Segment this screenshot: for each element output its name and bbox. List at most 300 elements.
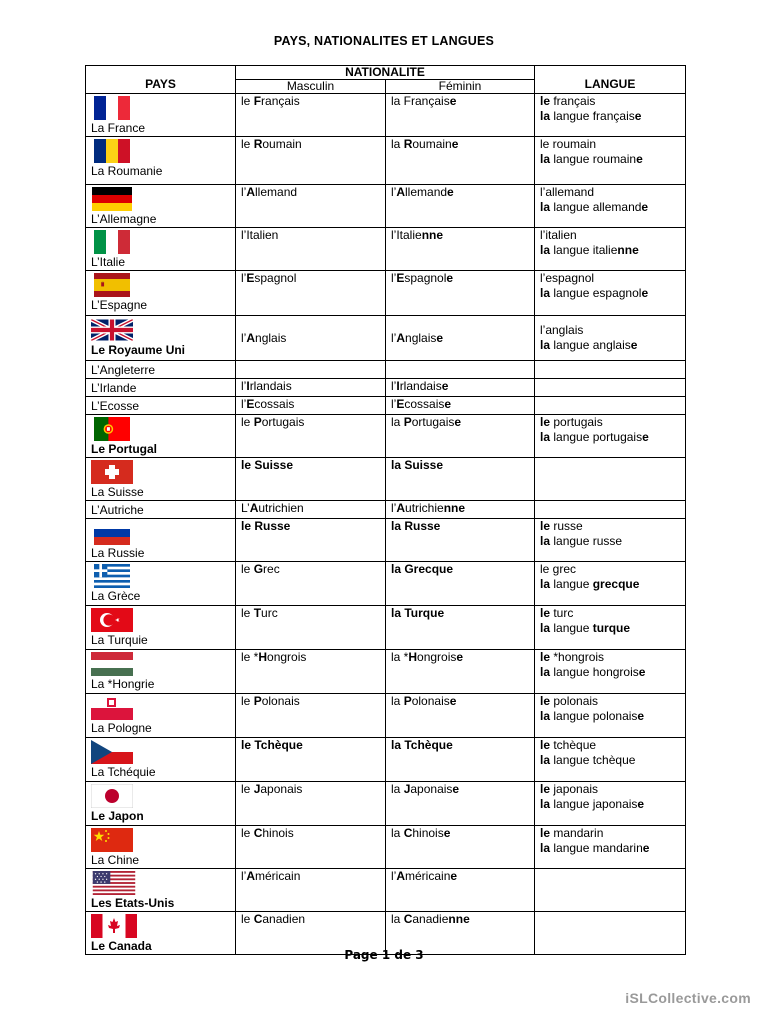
langue-cell [535, 379, 686, 397]
masculin-text [241, 415, 380, 430]
text-segment: l’ [391, 501, 397, 515]
text-segment: le [241, 782, 254, 796]
flag-italy-icon [91, 230, 133, 254]
masculin-text [241, 826, 380, 841]
langue-cell [535, 397, 686, 415]
text-segment: russe [550, 519, 583, 533]
text-segment: la Russe [391, 519, 441, 533]
langue-cell [535, 137, 686, 185]
text-segment: l’ [391, 397, 397, 411]
text-segment: e [452, 782, 460, 796]
masculin-text [241, 458, 380, 473]
text-segment: l’Italien [241, 228, 279, 242]
text-segment: la [540, 286, 551, 300]
langue-text [540, 519, 680, 534]
text-segment: utrichie [405, 501, 444, 515]
text-segment: urc [261, 606, 278, 620]
text-segment: nglais [255, 330, 287, 345]
masculin-text [241, 379, 380, 394]
table-row [86, 379, 686, 397]
text-segment: langue français [550, 109, 635, 123]
flag-france-icon [91, 96, 133, 120]
feminin-text [391, 271, 529, 286]
pays-cell [86, 379, 236, 397]
feminin-cell [386, 519, 535, 562]
text-segment: l’ [391, 379, 397, 393]
text-segment: langue hongrois [550, 665, 639, 679]
text-segment: C [253, 826, 263, 840]
text-segment: e [444, 397, 452, 411]
text-segment: e [636, 152, 643, 166]
masculin-text [241, 519, 380, 534]
feminin-cell [386, 650, 535, 694]
text-segment: C [403, 826, 413, 840]
text-segment: A [246, 330, 256, 345]
pays-cell [86, 361, 236, 379]
text-segment: e [642, 841, 650, 855]
text-segment: langue japonais [550, 797, 638, 811]
text-segment: C [253, 912, 263, 926]
country-name: L’Allemagne [91, 212, 157, 226]
text-segment: le [540, 826, 551, 840]
feminin-text [391, 912, 529, 927]
text-segment: la [540, 621, 551, 635]
country-name: Le Portugal [91, 442, 158, 456]
feminin-cell [386, 782, 535, 826]
text-segment: langue allemand [550, 200, 642, 214]
table-row [86, 606, 686, 650]
text-segment: cossais [254, 397, 295, 411]
text-segment: la [540, 577, 551, 591]
text-segment: P [253, 694, 262, 708]
pays-cell [86, 694, 236, 738]
text-segment: hinois [262, 826, 294, 840]
langue-cell [535, 519, 686, 562]
text-segment: polonais [550, 694, 599, 708]
masculin-cell [236, 361, 386, 379]
feminin-cell [386, 228, 535, 271]
country-name: La Turquie [91, 633, 148, 647]
table-row [86, 869, 686, 912]
masculin-text [241, 331, 380, 346]
feminin-text [391, 228, 529, 243]
text-segment: T [253, 606, 262, 620]
text-segment: langue tchèque [550, 753, 636, 767]
feminin-text [391, 562, 529, 577]
country-name: L’Ecosse [91, 399, 140, 413]
text-segment: e [637, 709, 645, 723]
text-segment: llemand [255, 185, 298, 199]
feminin-cell [386, 869, 535, 912]
pays-cell [86, 397, 236, 415]
langue-cell [535, 826, 686, 869]
text-segment: portugais [550, 415, 603, 429]
text-segment: langue [550, 577, 593, 591]
text-segment: l’ [241, 185, 247, 199]
text-segment: la Suisse [391, 458, 444, 472]
langue-text [540, 286, 680, 301]
text-segment: I [396, 379, 400, 393]
text-segment: tchèque [550, 738, 597, 752]
table-row [86, 94, 686, 137]
table-row [86, 137, 686, 185]
text-segment: l’Italie [391, 228, 422, 242]
text-segment: e [641, 286, 649, 300]
country-name: L’Irlande [91, 381, 137, 395]
pays-cell [86, 606, 236, 650]
feminin-text [391, 94, 529, 109]
masculin-text [241, 694, 380, 709]
text-segment: P [403, 415, 412, 429]
header-nationalite: NATIONALITE [236, 66, 535, 80]
text-segment: C [403, 912, 413, 926]
text-segment: e [450, 869, 458, 883]
pays-cell [86, 458, 236, 501]
text-segment: le Suisse [241, 458, 294, 472]
text-segment: l’ [241, 271, 247, 285]
text-segment: A [246, 869, 256, 883]
text-segment: llemand [405, 185, 448, 199]
masculin-cell [236, 316, 386, 361]
text-segment: e [436, 330, 444, 345]
text-segment: la [540, 200, 551, 214]
text-segment: anadien [262, 912, 306, 926]
feminin-cell [386, 501, 535, 519]
text-segment: ortugais [411, 415, 455, 429]
text-segment: turque [592, 621, 631, 635]
feminin-text [391, 606, 529, 621]
text-segment: e [443, 826, 451, 840]
masculin-text [241, 185, 380, 200]
feminin-text [391, 650, 529, 665]
masculin-cell [236, 694, 386, 738]
text-segment: E [246, 397, 255, 411]
text-segment: l’ [241, 330, 247, 345]
flag-uk-icon [91, 318, 133, 342]
langue-text [540, 738, 680, 753]
country-name: La Pologne [91, 721, 152, 735]
masculin-text [241, 606, 380, 621]
flag-germany-icon [91, 187, 133, 211]
pays-cell [86, 562, 236, 606]
text-segment: l’italien [540, 228, 577, 242]
flag-romania-icon [91, 139, 133, 163]
text-segment: le [540, 694, 551, 708]
langue-text [540, 534, 680, 549]
text-segment: la [540, 338, 551, 352]
text-segment: A [249, 501, 259, 515]
text-segment: la [391, 694, 404, 708]
langue-text [540, 841, 680, 856]
masculin-cell [236, 94, 386, 137]
text-segment: la [540, 430, 551, 444]
masculin-text [241, 94, 380, 109]
text-segment: la [540, 109, 551, 123]
text-segment: le [540, 94, 551, 108]
langue-cell [535, 361, 686, 379]
text-segment: rançais [261, 94, 300, 108]
text-segment: le [241, 94, 254, 108]
table-row [86, 185, 686, 228]
langue-text [540, 665, 680, 680]
langue-cell [535, 185, 686, 228]
flag-china-icon [91, 828, 133, 852]
text-segment: aponais [410, 782, 453, 796]
feminin-text [391, 869, 529, 884]
text-segment: le [241, 606, 254, 620]
langue-text [540, 243, 680, 258]
text-segment: oumain [262, 137, 302, 151]
langue-text [540, 753, 680, 768]
langue-cell [535, 94, 686, 137]
country-name: L’Espagne [91, 298, 148, 312]
feminin-text [391, 458, 529, 473]
feminin-cell [386, 562, 535, 606]
text-segment: le [241, 694, 254, 708]
masculin-cell [236, 738, 386, 782]
table-row [86, 694, 686, 738]
text-segment: le [540, 782, 551, 796]
text-segment: e [456, 650, 464, 664]
table-body [86, 94, 686, 955]
flag-turkey-icon [91, 608, 133, 632]
langue-cell [535, 738, 686, 782]
text-segment: anadie [412, 912, 449, 926]
text-segment: le [241, 137, 254, 151]
masculin-cell [236, 650, 386, 694]
feminin-text [391, 331, 529, 346]
feminin-text [391, 782, 529, 797]
text-segment: langue italie [550, 243, 618, 257]
pays-cell [86, 185, 236, 228]
feminin-text [391, 519, 529, 534]
text-segment: E [396, 271, 405, 285]
text-segment: le [540, 650, 551, 664]
table-row [86, 458, 686, 501]
feminin-cell [386, 137, 535, 185]
feminin-cell [386, 458, 535, 501]
table-row [86, 650, 686, 694]
text-segment: ongrois [417, 650, 457, 664]
text-segment: l’ [241, 397, 247, 411]
text-segment: e [446, 271, 454, 285]
text-segment: le [540, 519, 551, 533]
text-segment: la [391, 137, 404, 151]
feminin-text [391, 185, 529, 200]
masculin-text [241, 137, 380, 152]
text-segment: la [540, 753, 551, 767]
text-segment: E [246, 271, 255, 285]
flag-japan-icon [91, 784, 133, 808]
text-segment: H [408, 650, 418, 664]
flag-czech-icon [91, 740, 133, 764]
text-segment: le grec [540, 562, 577, 576]
langue-text [540, 94, 680, 109]
text-segment: langue anglais [550, 338, 631, 352]
text-segment: le [540, 738, 551, 752]
text-segment: oumain [412, 137, 452, 151]
pays-cell [86, 650, 236, 694]
feminin-cell [386, 606, 535, 650]
text-segment: A [396, 501, 406, 515]
text-segment: la Tchèque [391, 738, 453, 752]
text-segment: e [449, 94, 457, 108]
langue-cell [535, 501, 686, 519]
feminin-text [391, 694, 529, 709]
country-name: L’Angleterre [91, 363, 156, 377]
text-segment: nne [421, 228, 444, 242]
text-segment: J [403, 782, 411, 796]
langue-text [540, 109, 680, 124]
text-segment: la [391, 782, 404, 796]
langue-text [540, 797, 680, 812]
flag-poland-icon [91, 696, 133, 720]
text-segment: nne [617, 243, 639, 257]
flag-spain-icon [91, 273, 133, 297]
masculin-text [241, 782, 380, 797]
feminin-text [391, 738, 529, 753]
page-title: PAYS, NATIONALITES ET LANGUES [273, 34, 495, 48]
masculin-text [241, 912, 380, 927]
masculin-cell [236, 606, 386, 650]
masculin-text [241, 738, 380, 753]
pays-cell [86, 869, 236, 912]
pays-cell [86, 316, 236, 361]
text-segment: nne [448, 912, 470, 926]
langue-text [540, 650, 680, 665]
table-row [86, 228, 686, 271]
langue-text [540, 323, 680, 338]
text-segment: I [246, 379, 250, 393]
text-segment: l’anglais [540, 323, 584, 337]
langue-text [540, 228, 680, 243]
text-segment: langue portugais [550, 430, 643, 444]
text-segment: l’allemand [540, 185, 595, 199]
text-segment: e [634, 109, 642, 123]
langue-text [540, 562, 680, 577]
text-segment: J [253, 782, 261, 796]
text-segment: E [396, 397, 405, 411]
text-segment: e [441, 379, 449, 393]
masculin-text [241, 228, 380, 243]
text-segment: méricain [405, 869, 451, 883]
table-row [86, 316, 686, 361]
text-segment: langue roumain [550, 152, 637, 166]
country-name: Le Royaume Uni [91, 343, 186, 357]
table-row [86, 361, 686, 379]
text-segment: japonais [550, 782, 599, 796]
country-name: La France [91, 121, 146, 135]
langue-text [540, 152, 680, 167]
text-segment: R [253, 137, 263, 151]
text-segment: *hongrois [550, 650, 605, 664]
feminin-cell [386, 316, 535, 361]
feminin-cell [386, 94, 535, 137]
langue-cell [535, 316, 686, 361]
text-segment: l’espagnol [540, 271, 595, 285]
text-segment: la [540, 797, 551, 811]
text-segment: A [246, 185, 256, 199]
text-segment: la [391, 826, 404, 840]
langue-cell [535, 458, 686, 501]
text-segment: français [550, 94, 596, 108]
masculin-cell [236, 562, 386, 606]
text-segment: L’ [241, 501, 250, 515]
pays-cell [86, 271, 236, 316]
text-segment: l’ [391, 869, 397, 883]
feminin-text [391, 501, 529, 516]
masculin-cell [236, 228, 386, 271]
text-segment: la [391, 912, 404, 926]
text-segment: l’ [391, 330, 397, 345]
text-segment: R [403, 137, 413, 151]
langue-text [540, 709, 680, 724]
masculin-cell [236, 397, 386, 415]
text-segment: la [391, 415, 404, 429]
flag-russia-icon [91, 521, 133, 545]
country-name: La Chine [91, 853, 140, 867]
text-segment: rec [263, 562, 280, 576]
text-segment: olonais [411, 694, 450, 708]
country-name: La Roumanie [91, 164, 163, 178]
text-segment: la [540, 665, 551, 679]
text-segment: le Russe [241, 519, 291, 533]
country-name: Le Canada [91, 939, 152, 953]
langue-cell [535, 694, 686, 738]
text-segment: le [241, 826, 254, 840]
text-segment: P [253, 415, 262, 429]
table-row [86, 519, 686, 562]
feminin-cell [386, 379, 535, 397]
text-segment: olonais [261, 694, 300, 708]
pays-cell [86, 94, 236, 137]
feminin-cell [386, 271, 535, 316]
nationalities-table [85, 65, 686, 955]
feminin-text [391, 397, 529, 412]
text-segment: nne [443, 501, 466, 515]
country-name: Les Etats-Unis [91, 896, 175, 910]
text-segment: A [396, 330, 406, 345]
langue-text [540, 826, 680, 841]
feminin-cell [386, 397, 535, 415]
text-segment: le * [241, 650, 259, 664]
text-segment: e [451, 137, 459, 151]
masculin-cell [236, 826, 386, 869]
country-name: La Tchéquie [91, 765, 156, 779]
text-segment: e [630, 338, 638, 352]
header-langue: LANGUE [535, 66, 686, 94]
text-segment: la [540, 243, 551, 257]
text-segment: e [641, 200, 649, 214]
table-row [86, 501, 686, 519]
text-segment: le roumain [540, 137, 597, 151]
text-segment: l’ [241, 379, 247, 393]
text-segment: nglais [405, 330, 437, 345]
pays-cell [86, 782, 236, 826]
text-segment: le [540, 606, 551, 620]
pays-cell [86, 137, 236, 185]
langue-cell [535, 782, 686, 826]
masculin-cell [236, 869, 386, 912]
text-segment: A [396, 185, 406, 199]
header-masculin: Masculin [236, 80, 386, 94]
text-segment: la [540, 152, 551, 166]
country-name: L’Italie [91, 255, 126, 269]
country-name: La Grèce [91, 589, 141, 603]
table-header [86, 66, 686, 94]
langue-text [540, 415, 680, 430]
text-segment: utrichien [258, 501, 304, 515]
